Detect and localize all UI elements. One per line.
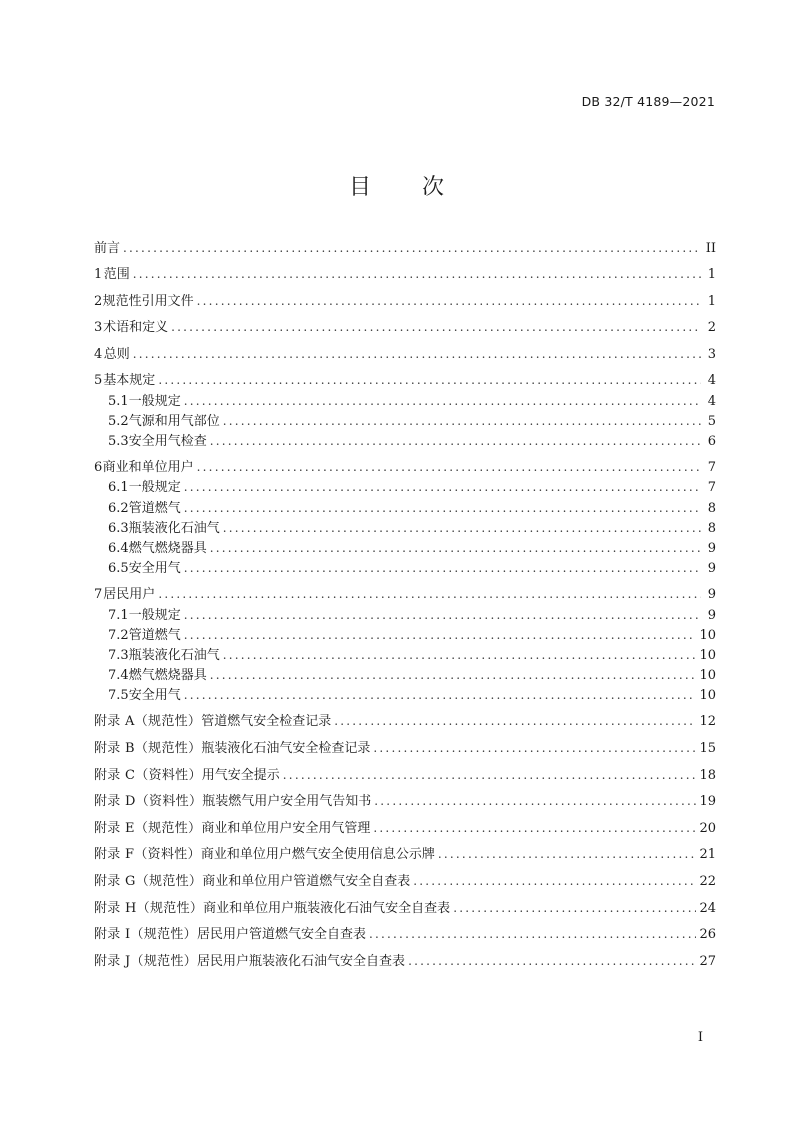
toc-appendix[interactable]	[94, 711, 716, 738]
toc-subentry[interactable]	[94, 498, 716, 518]
toc-label: 商业和单位用户管道燃气安全自查表	[202, 873, 411, 889]
toc-appendix[interactable]	[94, 951, 716, 978]
toc-subentry[interactable]	[94, 625, 716, 645]
toc-subentry[interactable]	[94, 431, 716, 457]
toc-subentry[interactable]	[94, 538, 716, 558]
toc-label: 瓶装液化石油气	[128, 520, 220, 536]
toc-label: 商业和单位用户燃气安全使用信息公示牌	[200, 847, 435, 863]
toc-label: 商业和单位用户	[102, 459, 194, 475]
toc-page: 10	[699, 668, 716, 684]
dot-leader	[123, 238, 701, 258]
dot-leader	[133, 344, 701, 364]
dot-leader	[369, 924, 696, 944]
toc-appendix[interactable]	[94, 738, 716, 765]
dot-leader	[373, 818, 696, 838]
dot-leader	[223, 411, 701, 431]
toc-entry[interactable]	[94, 584, 716, 605]
toc-label: 商业和单位用户安全用气管理	[201, 820, 371, 836]
toc-label: 一般规定	[128, 607, 181, 623]
toc-num: 7.2	[108, 627, 129, 643]
toc-page: 7	[707, 459, 716, 475]
toc-label: 商业和单位用户瓶装液化石油气安全自查表	[203, 900, 451, 916]
toc-page: 9	[707, 587, 716, 603]
toc-label: 基本规定	[103, 373, 156, 388]
toc-appendix[interactable]	[94, 871, 716, 898]
appendix-num: 附录 D（资料性）	[94, 794, 203, 810]
appendix-num: 附录 J（规范性）	[94, 953, 198, 969]
toc-page: 8	[707, 500, 716, 516]
toc-label: 规范性引用文件	[102, 293, 194, 309]
toc-label: 瓶装液化石油气安全检查记录	[201, 740, 371, 756]
toc-num: 5.2	[108, 413, 129, 429]
toc-subentry[interactable]	[94, 558, 716, 584]
toc-page: 9	[707, 540, 716, 556]
toc-subentry[interactable]	[94, 665, 716, 685]
dot-leader	[184, 477, 701, 497]
toc-entry[interactable]	[94, 291, 716, 318]
toc-page: 4	[707, 393, 716, 409]
toc-entry[interactable]	[94, 317, 716, 344]
toc-subentry[interactable]	[94, 518, 716, 538]
dot-leader	[210, 538, 701, 558]
toc-label: 安全用气	[128, 688, 181, 704]
dot-leader	[210, 431, 701, 451]
table-of-contents	[94, 238, 716, 977]
toc-label: 总则	[103, 346, 130, 362]
toc-page: 7	[707, 480, 716, 496]
toc-page: 9	[707, 561, 716, 577]
toc-page: 22	[699, 873, 716, 889]
toc-page: 27	[699, 953, 716, 969]
dot-leader	[184, 625, 697, 645]
toc-label: 瓶装液化石油气	[128, 648, 220, 663]
toc-num: 4	[94, 346, 103, 362]
toc-label: 燃气燃烧器具	[128, 540, 207, 556]
toc-label: 一般规定	[128, 393, 181, 409]
dot-leader	[413, 871, 696, 891]
toc-num: 7.1	[108, 607, 129, 623]
dot-leader	[223, 518, 701, 538]
toc-label: 安全用气	[128, 561, 181, 577]
toc-page: 1	[707, 293, 716, 309]
toc-subentry[interactable]	[94, 605, 716, 625]
dot-leader	[184, 685, 697, 705]
toc-label: 居民用户瓶装液化石油气安全自查表	[197, 953, 406, 969]
toc-appendix[interactable]	[94, 924, 716, 951]
toc-num: 5.3	[108, 433, 129, 449]
dot-leader	[184, 558, 701, 578]
toc-num: 1	[94, 267, 103, 282]
dot-leader	[197, 457, 701, 477]
toc-page: 15	[699, 740, 716, 756]
toc-num: 6.2	[108, 500, 129, 516]
toc-page: 3	[707, 346, 716, 362]
toc-page: 12	[699, 714, 716, 730]
dot-leader	[158, 370, 701, 390]
dot-leader	[334, 711, 696, 731]
toc-entry[interactable]	[94, 344, 716, 371]
toc-page: 21	[699, 847, 716, 863]
toc-page: 10	[699, 688, 716, 704]
toc-label: 气源和用气部位	[128, 413, 220, 429]
appendix-num: 附录 C（资料性）	[94, 767, 202, 783]
toc-label: 术语和定义	[103, 320, 169, 335]
dot-leader	[438, 844, 697, 864]
toc-subentry[interactable]	[94, 411, 716, 431]
toc-appendix[interactable]	[94, 765, 716, 792]
toc-appendix[interactable]	[94, 818, 716, 845]
toc-page: 5	[707, 413, 716, 429]
toc-label: 用气安全提示	[201, 767, 280, 783]
toc-num: 2	[94, 293, 103, 309]
dot-leader	[184, 391, 701, 411]
toc-label: 一般规定	[128, 480, 181, 496]
toc-appendix[interactable]	[94, 898, 716, 925]
dot-leader	[133, 264, 701, 284]
toc-entry[interactable]	[94, 370, 716, 391]
dot-leader	[184, 498, 701, 518]
toc-label: 前言	[94, 241, 121, 256]
toc-entry-foreword[interactable]	[94, 238, 716, 264]
dot-leader	[210, 665, 697, 685]
toc-num: 7.3	[108, 648, 129, 663]
toc-page: 10	[699, 648, 716, 663]
toc-subentry[interactable]	[94, 685, 716, 711]
dot-leader	[223, 645, 697, 665]
toc-label: 范围	[103, 267, 130, 282]
page-number: I	[697, 1030, 703, 1045]
dot-leader	[158, 584, 701, 604]
toc-label: 瓶装燃气用户安全用气告知书	[202, 794, 372, 810]
toc-page: 26	[699, 927, 716, 943]
toc-page: 20	[699, 820, 716, 836]
toc-page: 2	[707, 320, 716, 335]
toc-num: 5.1	[108, 393, 129, 409]
toc-appendix[interactable]	[94, 791, 716, 818]
toc-appendix[interactable]	[94, 844, 716, 871]
standard-code: DB 32/T 4189—2021	[581, 94, 715, 109]
dot-leader	[184, 605, 701, 625]
toc-label: 居民用户管道燃气安全自查表	[196, 927, 366, 943]
dot-leader	[283, 765, 697, 785]
toc-num: 6.3	[108, 520, 129, 536]
toc-label: 居民用户	[103, 587, 156, 603]
toc-page: 18	[699, 767, 716, 783]
dot-leader	[374, 791, 696, 811]
appendix-num: 附录 H（规范性）	[94, 900, 204, 916]
toc-label: 燃气燃烧器具	[128, 668, 207, 684]
toc-page: 10	[699, 627, 716, 643]
dot-leader	[453, 898, 696, 918]
toc-label: 管道燃气	[128, 627, 181, 643]
toc-num: 3	[94, 320, 103, 335]
toc-page: 24	[699, 900, 716, 916]
dot-leader	[408, 951, 696, 971]
toc-entry[interactable]	[94, 264, 716, 291]
toc-num: 6.1	[108, 480, 129, 496]
toc-page: 8	[707, 520, 716, 536]
toc-subentry[interactable]	[94, 477, 716, 497]
appendix-num: 附录 G（规范性）	[94, 873, 203, 889]
toc-subentry[interactable]	[94, 645, 716, 665]
toc-page: 6	[707, 433, 716, 449]
dot-leader	[373, 738, 696, 758]
appendix-num: 附录 A（规范性）	[94, 714, 202, 730]
appendix-num: 附录 F（资料性）	[94, 847, 201, 863]
toc-page: 4	[707, 373, 716, 388]
toc-label: 安全用气检查	[128, 433, 207, 449]
toc-num: 6	[94, 459, 103, 475]
appendix-num: 附录 E（规范性）	[94, 820, 202, 836]
toc-num: 7	[94, 587, 103, 603]
appendix-num: 附录 I（规范性）	[94, 927, 197, 943]
toc-page: 1	[707, 267, 716, 282]
toc-num: 6.5	[108, 561, 129, 577]
dot-leader	[171, 317, 701, 337]
toc-num: 7.5	[108, 688, 129, 704]
toc-entry[interactable]	[94, 457, 716, 478]
toc-page: 9	[707, 607, 716, 623]
toc-page: II	[705, 241, 716, 256]
toc-page: 19	[699, 794, 716, 810]
toc-subentry[interactable]	[94, 391, 716, 411]
toc-num: 7.4	[108, 668, 129, 684]
toc-num: 6.4	[108, 540, 129, 556]
appendix-num: 附录 B（规范性）	[94, 740, 202, 756]
page-title: 目 次	[349, 175, 466, 200]
dot-leader	[197, 291, 701, 311]
toc-num: 5	[94, 373, 103, 388]
toc-label: 管道燃气安全检查记录	[201, 714, 332, 730]
toc-label: 管道燃气	[128, 500, 181, 516]
